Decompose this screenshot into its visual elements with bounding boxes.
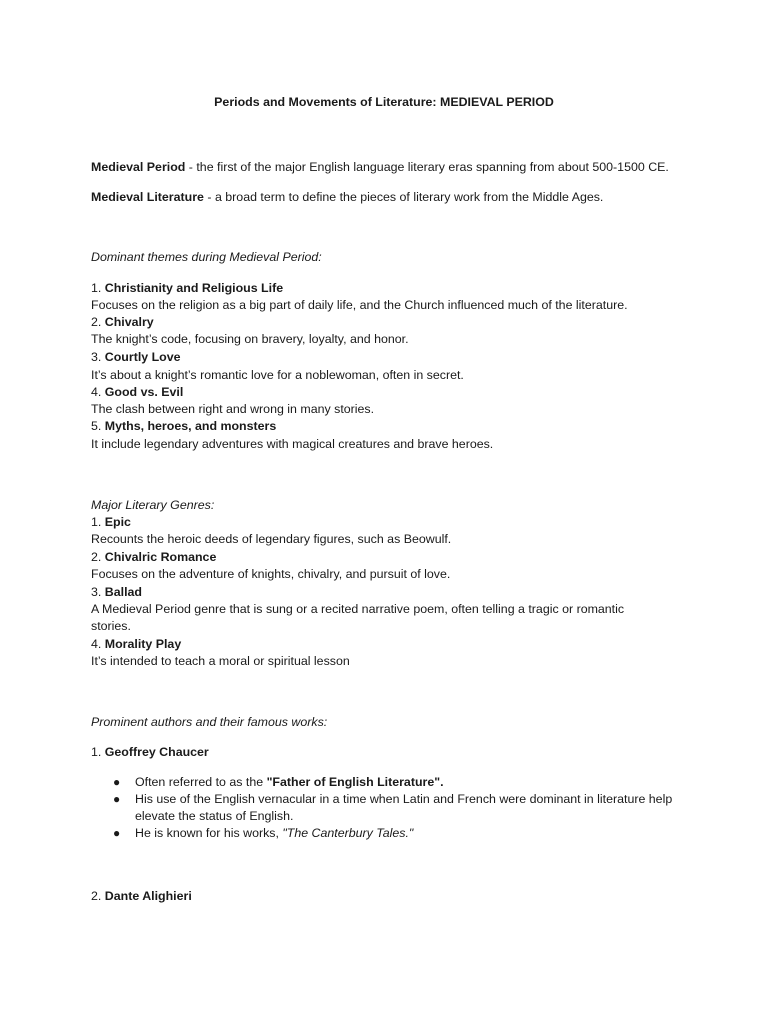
bullet-icon: ● (113, 792, 121, 806)
genre-name: Epic (104, 515, 131, 529)
theme-item-desc: It include legendary adventures with magical creatures and brave heroes. (91, 437, 494, 451)
genre-item-title (91, 636, 181, 653)
theme-item-desc: The clash between right and wrong in many stories. (91, 402, 375, 416)
genre-item-desc: It’s intended to teach a moral or spiritual lesson (91, 654, 350, 668)
author-bullet-list (91, 774, 675, 842)
author-name: Dante Alighieri (104, 889, 192, 903)
theme-name: Good vs. Evil (104, 385, 184, 399)
author-number: 1. (91, 745, 105, 759)
list-item: ● Often referred to as the "Father of English Literature". (113, 775, 444, 789)
genre-number: 4. (91, 637, 105, 651)
author-item-title (91, 888, 192, 905)
theme-number: 4. (91, 385, 105, 399)
authors-heading-text: Prominent authors and their famous works: (91, 715, 328, 729)
genre-name: Morality Play (104, 637, 182, 651)
theme-number: 2. (91, 315, 105, 329)
bullet-icon: ● (113, 826, 121, 840)
theme-number: 3. (91, 350, 105, 364)
list-item: ● His use of the English vernacular in a time when Latin and French were dominant in literature help elevate the status of English. (113, 792, 673, 823)
theme-number: 1. (91, 281, 105, 295)
bullet-icon: ● (113, 775, 121, 789)
genre-name: Ballad (104, 585, 142, 599)
genre-number: 3. (91, 585, 105, 599)
author-item-title (91, 744, 209, 761)
genre-item-title (91, 549, 216, 566)
genre-name: Chivalric Romance (104, 550, 217, 564)
genre-item-title (91, 584, 142, 601)
genre-number: 2. (91, 550, 105, 564)
genre-item-title (91, 514, 131, 531)
themes-heading-text: Dominant themes during Medieval Period: (91, 250, 322, 264)
definition-medieval-period (91, 159, 669, 176)
theme-item-title (91, 384, 183, 401)
theme-name: Chivalry (104, 315, 154, 329)
theme-number: 5. (91, 419, 105, 433)
theme-name: Myths, heroes, and monsters (104, 419, 277, 433)
theme-item-desc: It’s about a knight’s romantic love for a noblewoman, often in secret. (91, 368, 464, 382)
theme-item-title (91, 280, 283, 297)
definition-term: Medieval Literature (91, 190, 204, 204)
genres-heading (91, 497, 214, 514)
theme-name: Courtly Love (104, 350, 181, 364)
definition-medieval-literature (91, 189, 603, 206)
genre-item-desc: Focuses on the adventure of knights, chivalry, and pursuit of love. (91, 567, 451, 581)
theme-item-desc: Focuses on the religion as a big part of daily life, and the Church influenced much of the literature. (91, 298, 628, 312)
genre-item-desc: A Medieval Period genre that is sung or a recited narrative poem, often telling a tragic or romantic stories. (91, 602, 625, 633)
genre-number: 1. (91, 515, 105, 529)
authors-heading (91, 714, 327, 731)
theme-item-title (91, 349, 181, 366)
genres-heading-text: Major Literary Genres: (91, 498, 215, 512)
genre-item-desc: Recounts the heroic deeds of legendary figures, such as Beowulf. (91, 532, 452, 546)
definition-text: - a broad term to define the pieces of literary work from the Middle Ages. (203, 190, 604, 204)
author-name: Geoffrey Chaucer (104, 745, 209, 759)
list-item: ● He is known for his works, "The Canterbury Tales." (113, 826, 414, 840)
theme-item-desc: The knight’s code, focusing on bravery, loyalty, and honor. (91, 332, 409, 346)
definition-text: - the first of the major English language literary eras spanning from about 500-1500 CE. (185, 160, 669, 174)
author-number: 2. (91, 889, 105, 903)
themes-heading (91, 249, 322, 266)
definition-term: Medieval Period (91, 160, 186, 174)
theme-name: Christianity and Religious Life (104, 281, 284, 295)
theme-item-title (91, 418, 276, 435)
page-title: Periods and Movements of Literature: MEDIEVAL PERIOD (214, 95, 554, 109)
theme-item-title (91, 314, 154, 331)
